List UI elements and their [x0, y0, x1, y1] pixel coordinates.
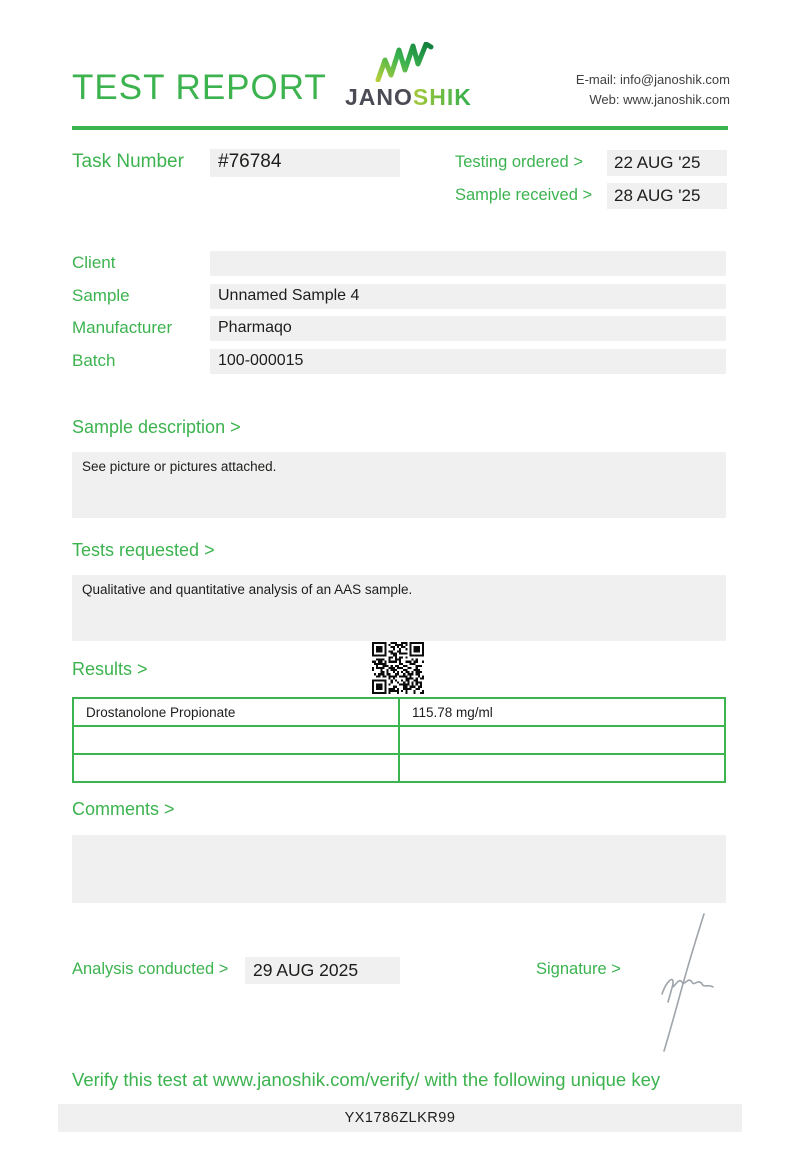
brand-logo [345, 42, 472, 111]
contact-web: Web: www.janoshik.com [589, 92, 730, 107]
result-analyte-cell: Drostanolone Propionate [73, 698, 399, 726]
page-title: TEST REPORT [72, 68, 327, 107]
analysis-date-value: 29 AUG 2025 [253, 960, 359, 980]
client-label: Client [72, 253, 116, 272]
contact-block [576, 70, 730, 110]
comments-heading: Comments > [72, 799, 175, 819]
signature-label: Signature > [536, 960, 621, 978]
tests-requested-heading: Tests requested > [72, 540, 215, 560]
manufacturer-label: Manufacturer [72, 318, 173, 337]
comments-box [72, 835, 726, 903]
results-table [72, 697, 726, 783]
tests-requested-box: Qualitative and quantitative analysis of an AAS sample. [72, 575, 726, 641]
sample-received-value: 28 AUG '25 [614, 186, 701, 205]
sample-value: Unnamed Sample 4 [218, 287, 360, 304]
brand-name-green: SHIK [412, 84, 472, 110]
verify-text: Verify this test at www.janoshik.com/verify/ with the following unique key [72, 1069, 661, 1090]
sample-label: Sample [72, 286, 130, 305]
task-number-label: Task Number [72, 151, 184, 172]
sample-description-heading: Sample description > [72, 417, 241, 437]
results-heading: Results > [72, 659, 148, 679]
verify-key-box [58, 1104, 742, 1132]
table-row [73, 754, 725, 782]
qr-code [372, 642, 424, 694]
analysis-conducted-label: Analysis conducted > [72, 960, 229, 978]
testing-ordered-value: 22 AUG '25 [614, 153, 701, 172]
result-analyte-cell [73, 726, 399, 754]
sample-received-label: Sample received > [455, 186, 593, 204]
manufacturer-value: Pharmaqo [218, 319, 292, 336]
client-box [210, 251, 726, 276]
batch-value: 100-000015 [218, 352, 304, 369]
result-value-cell [399, 754, 725, 782]
table-row [73, 698, 725, 726]
sample-description-box: See picture or pictures attached. [72, 452, 726, 518]
contact-email: E-mail: info@janoshik.com [575, 72, 730, 87]
brand-name [345, 84, 472, 111]
result-value-cell: 115.78 mg/ml [399, 698, 725, 726]
task-number-value: #76784 [218, 151, 282, 172]
testing-ordered-label: Testing ordered > [455, 153, 583, 171]
chart-peaks-icon [372, 42, 434, 82]
signature-scribble [642, 910, 717, 1055]
result-analyte-cell [73, 754, 399, 782]
table-row [73, 726, 725, 754]
header-divider [72, 126, 728, 130]
verify-key-value: YX1786ZLKR99 [344, 1110, 456, 1126]
batch-label: Batch [72, 351, 116, 370]
result-value-cell [399, 726, 725, 754]
brand-name-dark: JANO [345, 84, 413, 110]
